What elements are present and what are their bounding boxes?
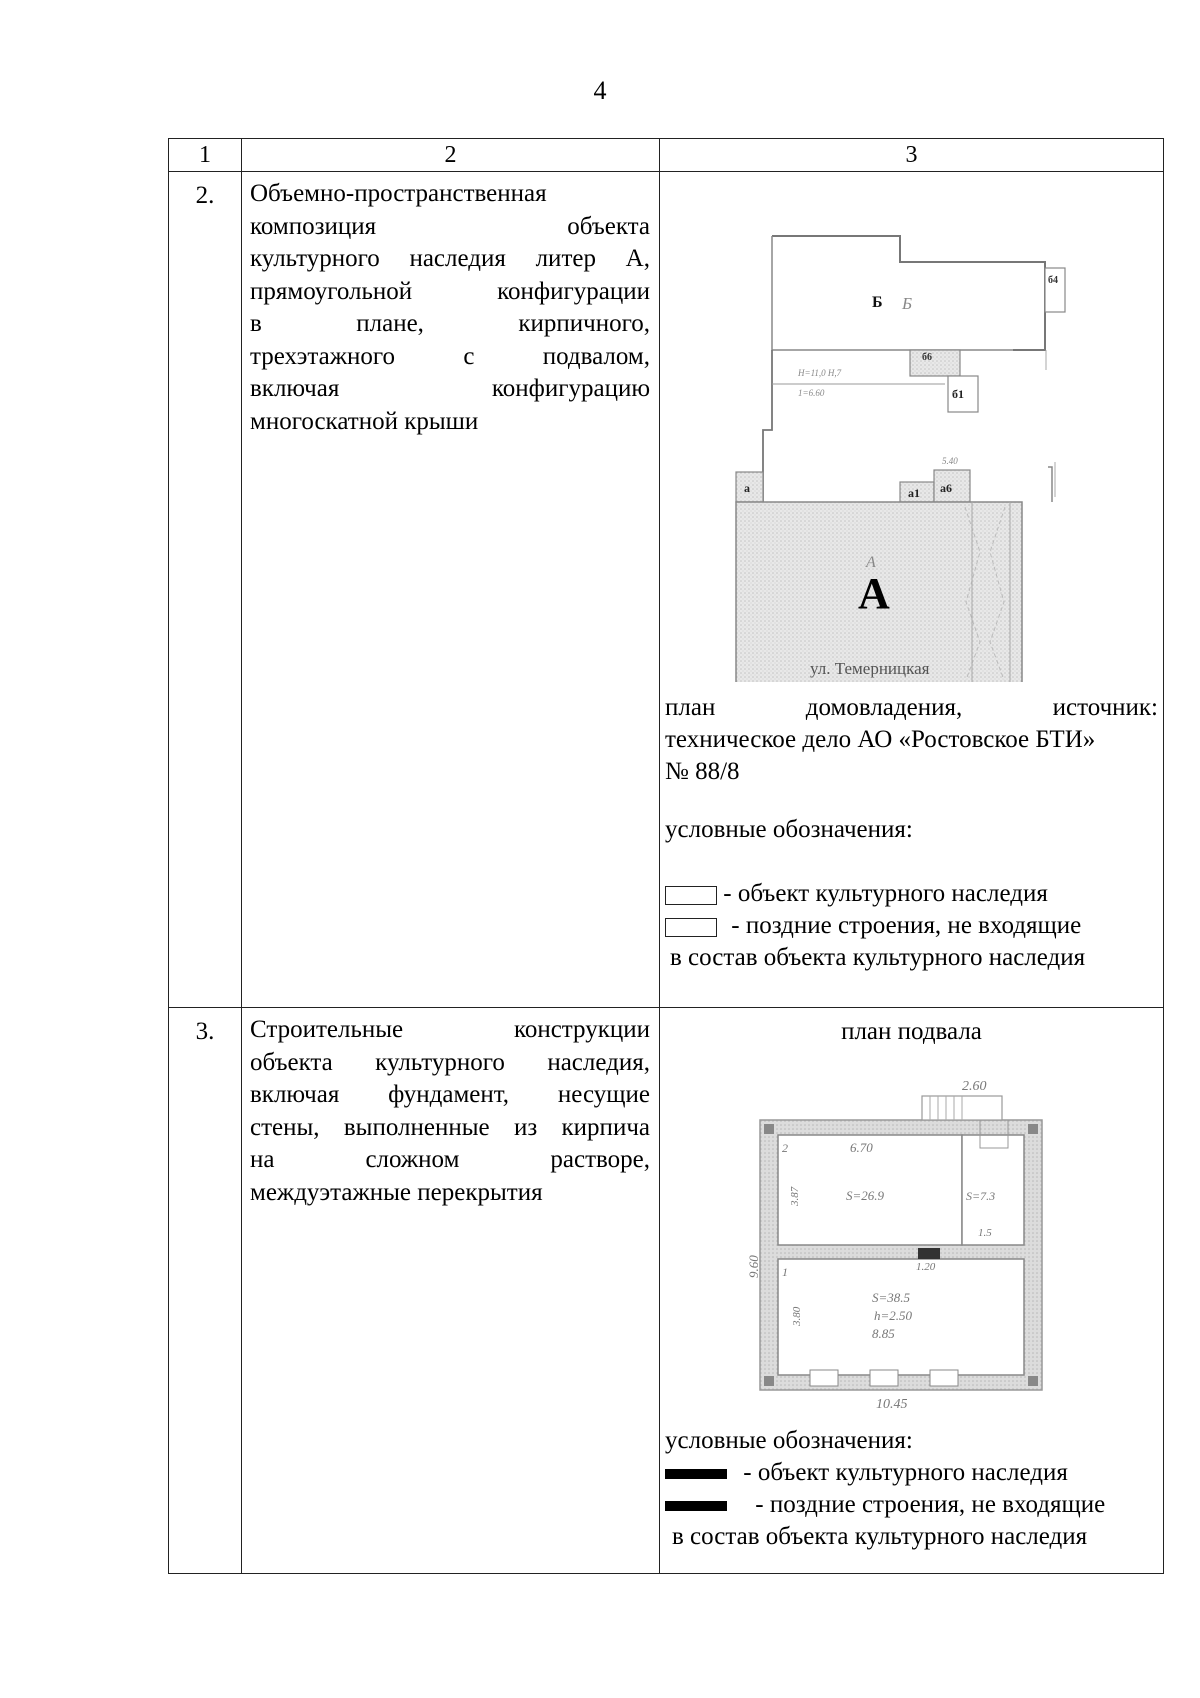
dimension-text: Н=11,0 Н,7 xyxy=(798,368,842,378)
label-a1: а1 xyxy=(908,486,920,500)
legend-tail: в состав объекта культурного наследия xyxy=(670,944,1086,971)
dimension-text: 9.60 xyxy=(746,1255,761,1278)
legend-item xyxy=(665,1489,1105,1521)
label-a-small: а xyxy=(744,481,750,495)
table-header-row xyxy=(169,139,1164,172)
legend-text: - объект культурного наследия xyxy=(743,1459,1068,1486)
area-text: S=38.5 xyxy=(872,1290,911,1305)
dimension-text: 5.40 xyxy=(942,456,958,466)
label-a6: а6 xyxy=(940,481,952,495)
header-col-2: 2 xyxy=(242,139,660,172)
heritage-table xyxy=(168,138,1164,1574)
area-text: S=7.3 xyxy=(966,1189,996,1203)
legend-text: - объект культурного наследия xyxy=(723,880,1048,907)
dimension-text: 3.80 xyxy=(791,1306,803,1326)
description-line: стены, выполненные из кирпича xyxy=(250,1113,650,1141)
description-line: Строительные конструкции xyxy=(250,1016,650,1043)
legend-item xyxy=(665,878,1048,910)
stove xyxy=(918,1248,940,1259)
page-number: 4 xyxy=(593,76,607,105)
description-line: включая конфигурацию xyxy=(250,375,650,402)
legend-text: - поздние строения, не входящие xyxy=(731,912,1082,939)
header-col-1: 1 xyxy=(169,139,242,172)
description-line: многоскатной крыши xyxy=(250,407,479,435)
description-line: Объемно-пространственная xyxy=(250,180,547,207)
source-line: план домовладения, источник: xyxy=(665,694,1158,721)
legend-title: условные обозначения: xyxy=(665,816,913,843)
dimension-text: 1=6.60 xyxy=(798,388,825,398)
plan-source xyxy=(665,692,1158,788)
plan-cell xyxy=(660,1008,1164,1574)
dimension-text: 8.85 xyxy=(872,1326,895,1341)
description-line: прямоугольной конфигурации xyxy=(250,277,650,305)
dimension-text: 2.60 xyxy=(962,1079,987,1094)
row-number: 3. xyxy=(169,1008,242,1574)
description-line: в плане, кирпичного, xyxy=(250,310,650,337)
description-line: объекта культурного наследия, xyxy=(250,1048,650,1076)
window xyxy=(870,1370,898,1386)
description-line: композиция объекта xyxy=(250,212,650,240)
dimension-text: 1.5 xyxy=(978,1227,992,1239)
building-b-outline xyxy=(772,236,1045,350)
window xyxy=(810,1370,838,1386)
legend-swatch-late xyxy=(665,1501,727,1511)
legend-swatch-heritage xyxy=(665,886,717,905)
row-number: 2. xyxy=(169,172,242,1008)
table-row xyxy=(169,1008,1164,1574)
dimension-text: 10.45 xyxy=(876,1397,908,1412)
label-b: Б xyxy=(872,294,883,311)
description-line: культурного наследия литер А, xyxy=(250,245,650,272)
legend-swatch-heritage xyxy=(665,1469,727,1479)
label-a-script: А xyxy=(866,554,876,571)
legend-title: условные обозначения: xyxy=(665,1427,913,1454)
label-b-script: Б xyxy=(902,294,913,313)
site-plan-drawing xyxy=(660,172,1163,682)
room-number: 2 xyxy=(782,1141,788,1155)
label-b1: б1 xyxy=(952,387,964,401)
label-b6: б6 xyxy=(922,352,932,363)
label-a-big: А xyxy=(858,569,890,618)
row-description xyxy=(242,172,660,1008)
annex-b6 xyxy=(910,350,960,376)
source-line: № 88/8 xyxy=(665,758,740,785)
description-line: междуэтажные перекрытия xyxy=(250,1178,543,1206)
source-line: техническое дело АО «Ростовское БТИ» xyxy=(665,726,1096,753)
window xyxy=(930,1370,958,1386)
dimension-text: 3.87 xyxy=(789,1186,801,1206)
plan-cell xyxy=(660,172,1164,1008)
legend-tail: в состав объекта культурного наследия xyxy=(672,1523,1088,1550)
basement-plan-drawing xyxy=(660,1040,1163,1420)
dimension-text: 1.20 xyxy=(916,1261,936,1273)
header-col-3: 3 xyxy=(660,139,1164,172)
label-b4: б4 xyxy=(1048,275,1058,286)
plan-title: план подвала xyxy=(841,1018,982,1045)
room-number: 1 xyxy=(782,1265,788,1279)
legend-item xyxy=(665,910,1081,942)
height-text: h=2.50 xyxy=(874,1308,913,1323)
dimension-text: 6.70 xyxy=(850,1140,873,1155)
legend-item xyxy=(665,1457,1068,1489)
legend-swatch-late xyxy=(665,918,717,937)
row-description xyxy=(242,1008,660,1574)
description-line: включая фундамент, несущие xyxy=(250,1081,650,1108)
description-line: трехэтажного с подвалом, xyxy=(250,342,650,370)
table-row xyxy=(169,172,1164,1008)
description-line: на сложном растворе, xyxy=(250,1146,650,1173)
legend-text: - поздние строения, не входящие xyxy=(755,1491,1106,1518)
area-text: S=26.9 xyxy=(846,1188,885,1203)
street-label: ул. Темерницкая xyxy=(810,659,930,678)
